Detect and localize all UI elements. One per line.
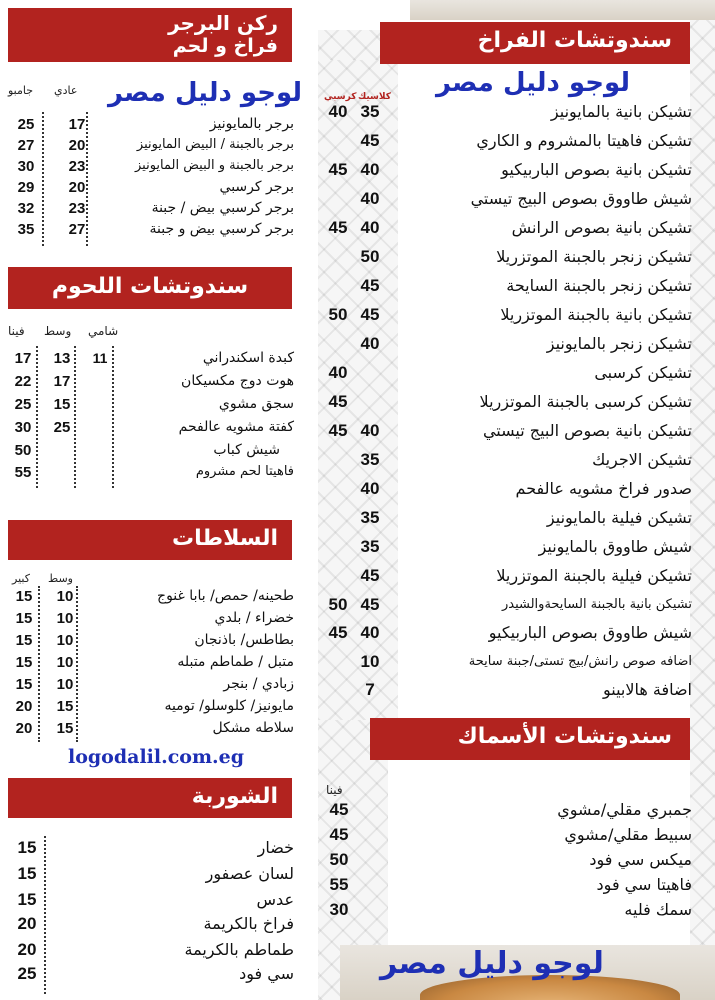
item-name: تشيكن فاهيتا بالمشروم و الكاري — [476, 131, 692, 150]
price-regular: 23 — [68, 158, 86, 175]
item-name: اضافة هالابينو — [602, 680, 692, 699]
price-classic: 40 — [360, 218, 380, 237]
item-name: تشيكن فيلية بالمايونيز — [546, 508, 692, 527]
item-name: تشيكن بانية بالجبنة السايحةوالشيدر — [501, 597, 692, 612]
price-classic: 35 — [360, 450, 380, 469]
list-item — [322, 850, 692, 876]
list-item — [322, 276, 692, 302]
soup-title: الشوربة — [191, 784, 278, 809]
burger-banner — [8, 8, 292, 62]
item-name: ميكس سي فود — [589, 850, 692, 869]
salads-header-large: كبير — [12, 572, 30, 585]
price-crispy: 45 — [328, 623, 348, 642]
item-name: شيش طاووق بالمايونيز — [538, 537, 692, 556]
list-item — [322, 800, 692, 826]
price: 15 — [17, 890, 37, 909]
list-item — [322, 363, 692, 389]
list-item — [8, 940, 294, 966]
price-wasat: 17 — [53, 373, 71, 390]
price: 45 — [329, 825, 349, 844]
price-classic: 45 — [360, 276, 380, 295]
price-crispy: 45 — [328, 218, 348, 237]
list-item — [322, 623, 692, 649]
chicken-pattern-bg — [318, 60, 398, 720]
item-name: برجر بالجبنة و البيض المايونيز — [135, 158, 294, 173]
price-regular: 23 — [68, 200, 86, 217]
item-name: مايونيز/ كلوسلو/ تومیه — [164, 698, 294, 714]
price-medium: 15 — [56, 720, 74, 737]
list-item — [8, 720, 294, 746]
price-fina: 22 — [14, 373, 32, 390]
item-name: سلاطه مشكل — [212, 720, 294, 736]
price-medium: 10 — [56, 610, 74, 627]
price-classic: 40 — [360, 189, 380, 208]
price-classic: 40 — [360, 479, 380, 498]
right-pattern-strip — [690, 0, 715, 1000]
list-item — [322, 537, 692, 563]
price-jumbo: 27 — [17, 137, 35, 154]
price: 15 — [17, 838, 37, 857]
list-item — [8, 464, 294, 490]
list-item — [322, 160, 692, 186]
chicken-title: سندوتشات الفراخ — [477, 28, 672, 53]
salads-header-medium: وسط — [48, 572, 73, 585]
price-classic: 40 — [360, 421, 380, 440]
list-item — [322, 566, 692, 592]
salads-title: السلاطات — [172, 526, 278, 551]
item-name: فراخ بالكريمة — [203, 914, 294, 933]
price-classic: 7 — [365, 680, 375, 699]
list-item — [322, 450, 692, 476]
watermark-logo-1: لوجو دليل مصر — [108, 78, 303, 108]
price-medium: 10 — [56, 654, 74, 671]
watermark-logo-2: لوجو دليل مصر — [436, 68, 631, 98]
item-name: تشيكن بانية بصوص الباربيكيو — [501, 160, 692, 179]
list-item — [322, 479, 692, 505]
price-regular: 20 — [68, 179, 86, 196]
list-item — [8, 964, 294, 990]
meat-header-fina: فينا — [8, 324, 25, 338]
price-jumbo: 25 — [17, 116, 35, 133]
price-large: 15 — [15, 654, 33, 671]
price-large: 15 — [15, 610, 33, 627]
item-name: تشيكن كرسبى — [594, 363, 692, 382]
item-name: برجر كرسبي بيض / جبنة — [151, 200, 294, 216]
price: 55 — [329, 875, 349, 894]
price-classic: 35 — [360, 102, 380, 121]
item-name: تشيكن زنجر بالمايونيز — [546, 334, 692, 353]
list-item — [322, 392, 692, 418]
price: 20 — [17, 914, 37, 933]
item-name: تشيكن الاجريك — [592, 450, 692, 469]
fish-title: سندوتشات الأسماك — [457, 724, 672, 749]
list-item — [322, 102, 692, 128]
item-name: شيش طاووق بصوص الباربيكيو — [488, 623, 692, 642]
price-crispy: 45 — [328, 421, 348, 440]
item-name: برجر كرسبي بيض و جبنة — [149, 221, 294, 237]
price-classic: 45 — [360, 305, 380, 324]
price-wasat: 25 — [53, 419, 71, 436]
chicken-header-classic: كلاسيك — [358, 92, 391, 102]
item-name: تشيكن زنجر بالجبنة السايحة — [506, 276, 692, 295]
list-item — [322, 875, 692, 901]
meat-header-wasat: وسط — [44, 324, 72, 338]
fish-banner — [370, 718, 690, 760]
price-crispy: 40 — [328, 102, 348, 121]
price-jumbo: 32 — [17, 200, 35, 217]
burger-title: ركن البرجر — [168, 11, 278, 35]
price: 20 — [17, 940, 37, 959]
item-name: تشيكن بانية بالجبنة الموتزريلا — [500, 305, 692, 324]
item-name: كبدة اسكندراني — [202, 350, 294, 366]
item-name: تشيكن فيلية بالجبنة الموتزريلا — [496, 566, 692, 585]
price-fina: 30 — [14, 419, 32, 436]
list-item — [322, 218, 692, 244]
price-large: 15 — [15, 588, 33, 605]
list-item — [8, 221, 294, 247]
item-name: تشيكن زنجر بالجبنة الموتزريلا — [496, 247, 692, 266]
list-item — [322, 421, 692, 447]
price: 25 — [17, 964, 37, 983]
item-name: سجق مشوي — [218, 396, 294, 412]
price-crispy: 40 — [328, 363, 348, 382]
price-classic: 45 — [360, 131, 380, 150]
price-crispy: 45 — [328, 392, 348, 411]
item-name: بطاطس/ باذنجان — [194, 632, 294, 648]
price-medium: 10 — [56, 588, 74, 605]
chicken-banner — [380, 22, 690, 64]
item-name: برجر بالجبنة / البيض المايونيز — [136, 137, 294, 152]
price-large: 15 — [15, 632, 33, 649]
item-name: جمبري مقلي/مشوي — [557, 800, 692, 819]
item-name: طحينه/ حمص/ بابا غنوج — [157, 588, 294, 604]
item-name: تشيكن بانية بالمايونيز — [550, 102, 692, 121]
item-name: تشيكن بانية بصوص الرانش — [511, 218, 692, 237]
price-fina: 17 — [14, 350, 32, 367]
item-name: زبادي / بنجر — [223, 676, 294, 692]
item-name: كفتة مشويه عالفحم — [178, 419, 294, 435]
left-pattern-mask — [298, 30, 318, 1000]
item-name: خضار — [257, 838, 294, 857]
price-jumbo: 35 — [17, 221, 35, 238]
item-name: صدور فراخ مشويه عالفحم — [515, 479, 692, 498]
list-item — [322, 900, 692, 926]
item-name: خضراء / بلدي — [214, 610, 294, 626]
price-regular: 20 — [68, 137, 86, 154]
item-name: اضافه صوص رانش/بيج تستى/جبنة سايحة — [468, 654, 692, 669]
price-medium: 10 — [56, 676, 74, 693]
price-crispy: 45 — [328, 160, 348, 179]
price-classic: 35 — [360, 537, 380, 556]
price-crispy: 50 — [328, 595, 348, 614]
price-classic: 50 — [360, 247, 380, 266]
list-item — [8, 890, 294, 916]
price-regular: 27 — [68, 221, 86, 238]
list-item — [322, 652, 692, 678]
item-name: شيش كباب — [213, 442, 280, 458]
price-classic: 45 — [360, 595, 380, 614]
item-name: طماطم بالكريمة — [184, 940, 294, 959]
price-jumbo: 29 — [17, 179, 35, 196]
price-classic: 40 — [360, 160, 380, 179]
price-classic: 40 — [360, 623, 380, 642]
item-name: لسان عصفور — [205, 864, 294, 883]
list-item — [8, 864, 294, 890]
price-medium: 15 — [56, 698, 74, 715]
chicken-header-crispy: كرسبي — [324, 92, 357, 102]
item-name: عدس — [256, 890, 294, 909]
list-item — [322, 189, 692, 215]
list-item — [8, 914, 294, 940]
price-classic: 10 — [360, 652, 380, 671]
salads-banner — [8, 520, 292, 560]
item-name: متبل / طماطم متبله — [177, 654, 294, 670]
item-name: سمك فليه — [624, 900, 692, 919]
price: 30 — [329, 900, 349, 919]
price-classic: 40 — [360, 334, 380, 353]
item-name: شيش طاووق بصوص البيج تيستي — [470, 189, 692, 208]
item-name: سبيط مقلي/مشوي — [564, 825, 692, 844]
price-regular: 17 — [68, 116, 86, 133]
price-large: 15 — [15, 676, 33, 693]
list-item — [322, 508, 692, 534]
price: 15 — [17, 864, 37, 883]
item-name: فاهيتا سي فود — [596, 875, 692, 894]
price-large: 20 — [15, 698, 33, 715]
price-fina: 25 — [14, 396, 32, 413]
list-item — [322, 595, 692, 621]
list-item — [322, 247, 692, 273]
price-classic: 35 — [360, 508, 380, 527]
top-photo-corner — [410, 0, 715, 20]
price-wasat: 15 — [53, 396, 71, 413]
burger-header-regular: عادي — [54, 84, 78, 97]
price-classic: 45 — [360, 566, 380, 585]
meat-banner — [8, 267, 292, 309]
price-fina: 50 — [14, 442, 32, 459]
item-name: برجر كرسبي — [219, 179, 294, 195]
item-name: هوت دوج مكسيكان — [181, 373, 294, 389]
price-medium: 10 — [56, 632, 74, 649]
list-item — [322, 131, 692, 157]
price-wasat: 13 — [53, 350, 71, 367]
fish-header-fina: فينا — [326, 783, 343, 797]
price-large: 20 — [15, 720, 33, 737]
price: 50 — [329, 850, 349, 869]
price-shami: 11 — [92, 350, 108, 366]
list-item — [8, 838, 294, 864]
list-item — [322, 825, 692, 851]
price-jumbo: 30 — [17, 158, 35, 175]
item-name: تشيكن كرسبى بالجبنة الموتزريلا — [479, 392, 692, 411]
item-name: برجر بالمايونيز — [209, 116, 294, 132]
list-item — [322, 305, 692, 331]
soup-banner — [8, 778, 292, 818]
item-name: فاهيتا لحم مشروم — [195, 464, 294, 479]
list-item — [322, 680, 692, 706]
item-name: تشيكن بانية بصوص البيج تيستي — [482, 421, 692, 440]
burger-subtitle: فراخ و لحم — [172, 35, 278, 57]
price-crispy: 50 — [328, 305, 348, 324]
burger-header-jumbo: جامبو — [8, 84, 34, 97]
meat-title: سندوتشات اللحوم — [51, 274, 249, 299]
list-item — [322, 334, 692, 360]
item-name: سي فود — [239, 964, 294, 983]
meat-header-shami: شامي — [88, 324, 119, 338]
price: 45 — [329, 800, 349, 819]
price-fina: 55 — [14, 464, 32, 481]
watermark-url: logodalil.com.eg — [68, 746, 245, 768]
watermark-logo-3: لوجو دليل مصر — [380, 946, 604, 981]
